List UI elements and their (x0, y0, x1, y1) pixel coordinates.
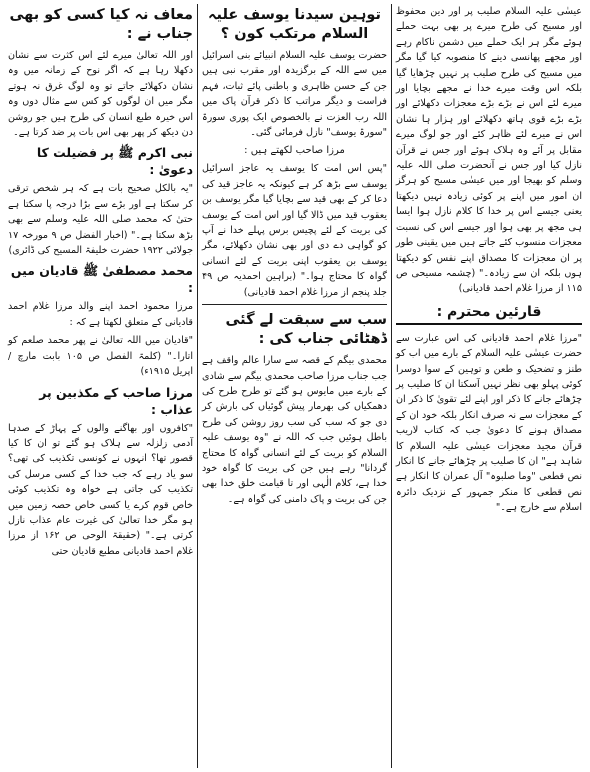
paragraph: مرزا محمود احمد اپنے والد مرزا غلام احمد قادیانی کے متعلق لکھتا ہے کہ : (8, 301, 193, 328)
section-heading: مرزا صاحب کے مکذبین پر عذاب : (39, 384, 193, 417)
section-heading: قارئین محترم : (396, 301, 582, 325)
middle-column (198, 4, 392, 768)
quotation: "پس اس امت کا یوسف یہ عاجز اسرائیل یوسف سے بڑھ کر ہے کیونکہ یہ عاجز قید کی دعا کر کے بھی قید سے بچایا گیا مگر یوسف بن یعقوب قید میں ڈالا گیا اور اس امت کے یوسف کی بریت کے لئے پچیس برس پہلے خدا نے آپ کو گواہی دے دی اور بھی نشان دکھلائے، مگر یوسف بن یعقوب اپنی بریت کے لئے انسانی گواہ کا محتاج ہوا۔" (براہین احمدیہ ص ۴۹ جلد پنجم از مرزا غلام احمد قادیانی) (202, 163, 387, 298)
sub-heading: مرزا صاحب لکھتے ہیں : (244, 145, 345, 157)
paragraph: محمدی بیگم کے قصہ سے سارا عالم واقف ہے جب جناب مرزا صاحب محمدی بیگم سے شادی کے بارے میں مایوس ہو گئے تو طرح طرح کی دھمکیاں کی بھرمار پیش گوئیاں کی بارش کر دی جو کہ سب کی سب روز روشن کی طرح باطل ہوئیں جب کہ اللہ نے "وہ یوسف علیہ السلام کو بریت کے لئے انسانی گواہ کا محتاج گردانا" رہے ہیں جن کی بریت کا گواہ خود خدا ہے، کلام الٰہی اور تا قیامت خلق خدا بھی جن کی بریت و پاک دامنی کی گواہ ہے۔ (202, 355, 387, 505)
article-headline: توہین سیدنا یوسف علیہ السلام مرتکب کون ؟ (208, 7, 381, 42)
right-column (392, 4, 586, 768)
quotation: "یہ بالکل صحیح بات ہے کہ ہر شخص ترقی کر سکتا ہے اور بڑے سے بڑا درجہ پا سکتا ہے حتیٰ کہ محمد صلی اللہ علیہ وسلم سے بھی بڑھ سکتا ہے۔" (اخبار الفضل ص ۹ مورخہ ۱۷ جولائی ۱۹۲۲ حضرت خلیفۃ المسیح کی ڈائری) (8, 183, 193, 257)
section-heading: سب سے سبقت لے گئی ڈھٹائی جناب کی : (225, 312, 387, 348)
quotation: "قادیان میں اللہ تعالیٰ نے پھر محمد صلعم کو اتارا۔" (کلمۃ الفصل ص ۱۰۵ بابت مارچ / اپریل ۱۹۱۵ء) (8, 335, 194, 378)
left-column (4, 4, 198, 768)
paragraph: حضرت یوسف علیہ السلام انبیائے بنی اسرائیل میں سے اللہ کے برگزیدہ اور مقرب نبی ہیں جن کے حسن ظاہری و باطنی پائے ثبات، فہم فراست و دیگر مراتب کا ذکر قرآن پاک میں اللہ رب العزت نے بالخصوص ایک پوری سورۃ "سورۃ یوسف" نازل فرمائی گئی۔ (202, 50, 387, 139)
divider (202, 304, 387, 305)
section-heading: محمد مصطفیٰ ﷺ قادیان میں : (10, 263, 193, 296)
section-heading: نبی اکرم ﷺ پر فضیلت کا دعویٰ : (36, 145, 193, 178)
section-heading: معاف نہ کیا کسی کو بھی جناب نے : (9, 7, 193, 42)
paragraph: اور اللہ تعالیٰ میرے لئے اس کثرت سے نشان دکھلا رہا ہے کہ اگر نوح کے زمانہ میں وہ نشان دکھلائے جاتے تو وہ لوگ غرق نہ ہوتے مگر میں ان لوگوں کو کس سے مثال دوں وہ اس خیرہ طبع انسان کی طرح ہیں جو روشن دن دیکھ کر پھر بھی اس بات پر ضد کرتا ہے۔ (8, 50, 193, 139)
paragraph: عیسٰی علیہ السلام صلیب پر اور دین محفوظ اور مسیح کی طرح میرے پر بھی بہت حملے ہوئے مگر ہر ایک حملے میں دشمن ناکام رہے اور مجھے پھانسی دینے کا منصوبہ کیا گیا مگر میں مسیح کی طرح صلیب پر نہیں چڑھایا گیا بلکہ اس وقت میرے خدا نے مجھے بچایا اور میرے لئے اس نے بڑے بڑے معجزات دکھلائے اور بڑے بڑے قوی ہاتھ دکھلائے اور ہزار ہا نشان اس نے میرے لئے ظاہر کئے اور جو لوگ میرے مقابل پر آئے وہ ہلاک ہوئے اور جس نے قرآن نازل کیا اور جس نے آنحضرت صلی اللہ علیہ وسلم کو بھیجا اور میں عیسٰی مسیح کو ہرگز ان امور میں اپنے پر کوئی زیادہ نہیں دیکھتا یعنی جیسے اس پر خدا کا کلام نازل ہوا ایسا ہی مجھ پر بھی ہوا اور جیسے اس کی نسبت معجزات منسوب کئے جاتے ہیں میں یقینی طور پر ان معجزات کا مصداق اپنے نفس کو دیکھتا ہوں بلکہ ان سے زیادہ۔" (چشمہ مسیحی ص ۱۱۵ از مرزا غلام احمد قادیانی) (396, 6, 582, 295)
paragraph: "مرزا غلام احمد قادیانی کی اس عبارت سے حضرت عیسٰی علیہ السلام کے بارے میں اب کو طنز و تضحیک و طعن و توہین کے سوا دوسرا کوئی پہلو بھی نظر نہیں آسکتا ان کا صلیب پر چڑھائے جانے کا ذکر اور اپنے لئے تقویٰ کا ذکر ان کے معجزات سے نہ صرف انکار بلکہ خود ان کے مصداق ہونے کا دعویٰ جب کہ کتاب لاریب قرآن مجید معجزات عیسٰی علیہ السلام کا شاہد ہے" ان کا صلیب پر چڑھائے جانے کا انکار نص قطعی "وما صلبوہ" آل عمران کا انکار ہے نص قطعی کا منکر جمہور کے نزدیک دائرہ اسلام سے خارج ہے۔" (396, 332, 582, 514)
quotation: "کافروں اور بھاگنے والوں کے پہاڑ کے صدہا آدمی زلزلہ سے ہلاک ہو گئے تو ان کا کیا قصور تھا؟ انہوں نے کونسی تکذیب کی تھی؟ سو یاد رہے کہ جب خدا کے کسی مرسل کی تکذیب کی جاتی ہے خواہ وہ تکذیب کوئی خاص قوم کرے یا کسی خاص حصہ زمین میں ہو مگر خدا تعالیٰ کی غیرت عام عذاب نازل کرتی ہے۔" (حقیقۃ الوحی ص ۱۶۲ از مرزا غلام احمد قادیانی مطبع قادیان حتی (8, 422, 193, 557)
